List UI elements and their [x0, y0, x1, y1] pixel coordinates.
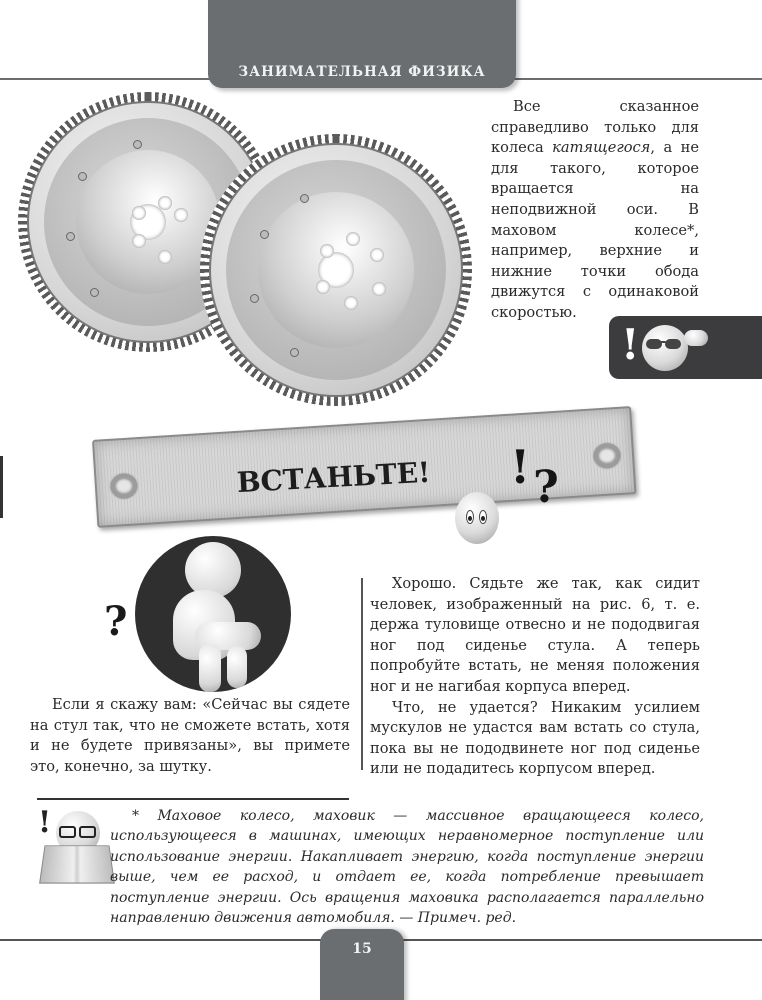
worried-face-icon — [455, 492, 499, 544]
aside-tab — [609, 316, 762, 379]
running-header-title: ЗАНИМАТЕЛЬНАЯ ФИЗИКА — [238, 64, 486, 80]
intro-text-start: Все сказанное справедливо только для колеса — [491, 98, 699, 157]
paragraph: Что, не удается? Никаким усилием мускулов не удастся вам встать со стула, пока вы не пододвинете ног под сиденье или не подадитесь корпусом вперед. — [370, 698, 700, 778]
grommet-right — [593, 443, 620, 469]
figure-leg — [199, 644, 221, 692]
question-icon: ? — [533, 462, 559, 513]
page-edge-mark — [0, 456, 3, 518]
smiley-sunglasses-icon — [642, 325, 688, 371]
intro-text-end: , а не для такого, которое вращается на неподвижной оси. В маховом колесе*, например, верхние и нижние точки обода движутся с одинаковой скоростью. — [491, 139, 700, 321]
exclamation-icon: ! — [510, 440, 531, 494]
column-divider — [361, 578, 363, 770]
figure-leg — [227, 646, 247, 688]
page-number-tab — [320, 929, 404, 1000]
reading-smiley-icon — [36, 805, 116, 887]
grommet-left — [110, 473, 137, 499]
paragraph: Если я скажу вам: «Сейчас вы сядете на стул так, что не сможете встать, хотя и не будете привязаны», вы примете это, конечно, за шутку. — [30, 696, 350, 775]
exclamation-icon: ! — [621, 320, 640, 369]
flywheel-illustration — [18, 92, 348, 422]
right-column-text — [370, 574, 700, 780]
section-title: ВСТАНЬТЕ! — [236, 455, 432, 500]
thinking-figure-illustration — [135, 536, 291, 692]
question-icon: ? — [104, 598, 128, 645]
flywheel-front — [200, 134, 472, 406]
intro-paragraph — [491, 97, 699, 324]
footnote — [110, 806, 704, 928]
paragraph: Хорошо. Сядьте же так, как сидит человек, изображенный на рис. 6, т. е. держа туловище отвесно и не пододвигая ног под сиденье стула. А теперь попробуйте встать, не меняя положения ног и не нагибая корпуса вперед. — [370, 575, 700, 695]
page-number: 15 — [352, 941, 372, 957]
open-book — [39, 845, 115, 883]
figure-head — [185, 542, 241, 598]
footnote-text: * Маховое колесо, маховик — массивное вращающееся колесо, использующееся в машинах, имеющих неравномерное поступление или использование энергии. Накапливает энергию, когда поступление энергии выше, чем ее расход, и отдает ее, когда потребление превышает поступление энергии. Ось вращения маховика располагается параллельно направлению движения автомобиля. — Примеч. ред. — [110, 808, 704, 927]
intro-emphasis: катящегося — [552, 139, 651, 157]
smiley-hand-icon — [684, 330, 708, 346]
left-column-text — [30, 695, 350, 777]
exclamation-icon: ! — [38, 805, 52, 840]
footnote-rule — [37, 798, 349, 800]
header-tab — [208, 0, 516, 88]
